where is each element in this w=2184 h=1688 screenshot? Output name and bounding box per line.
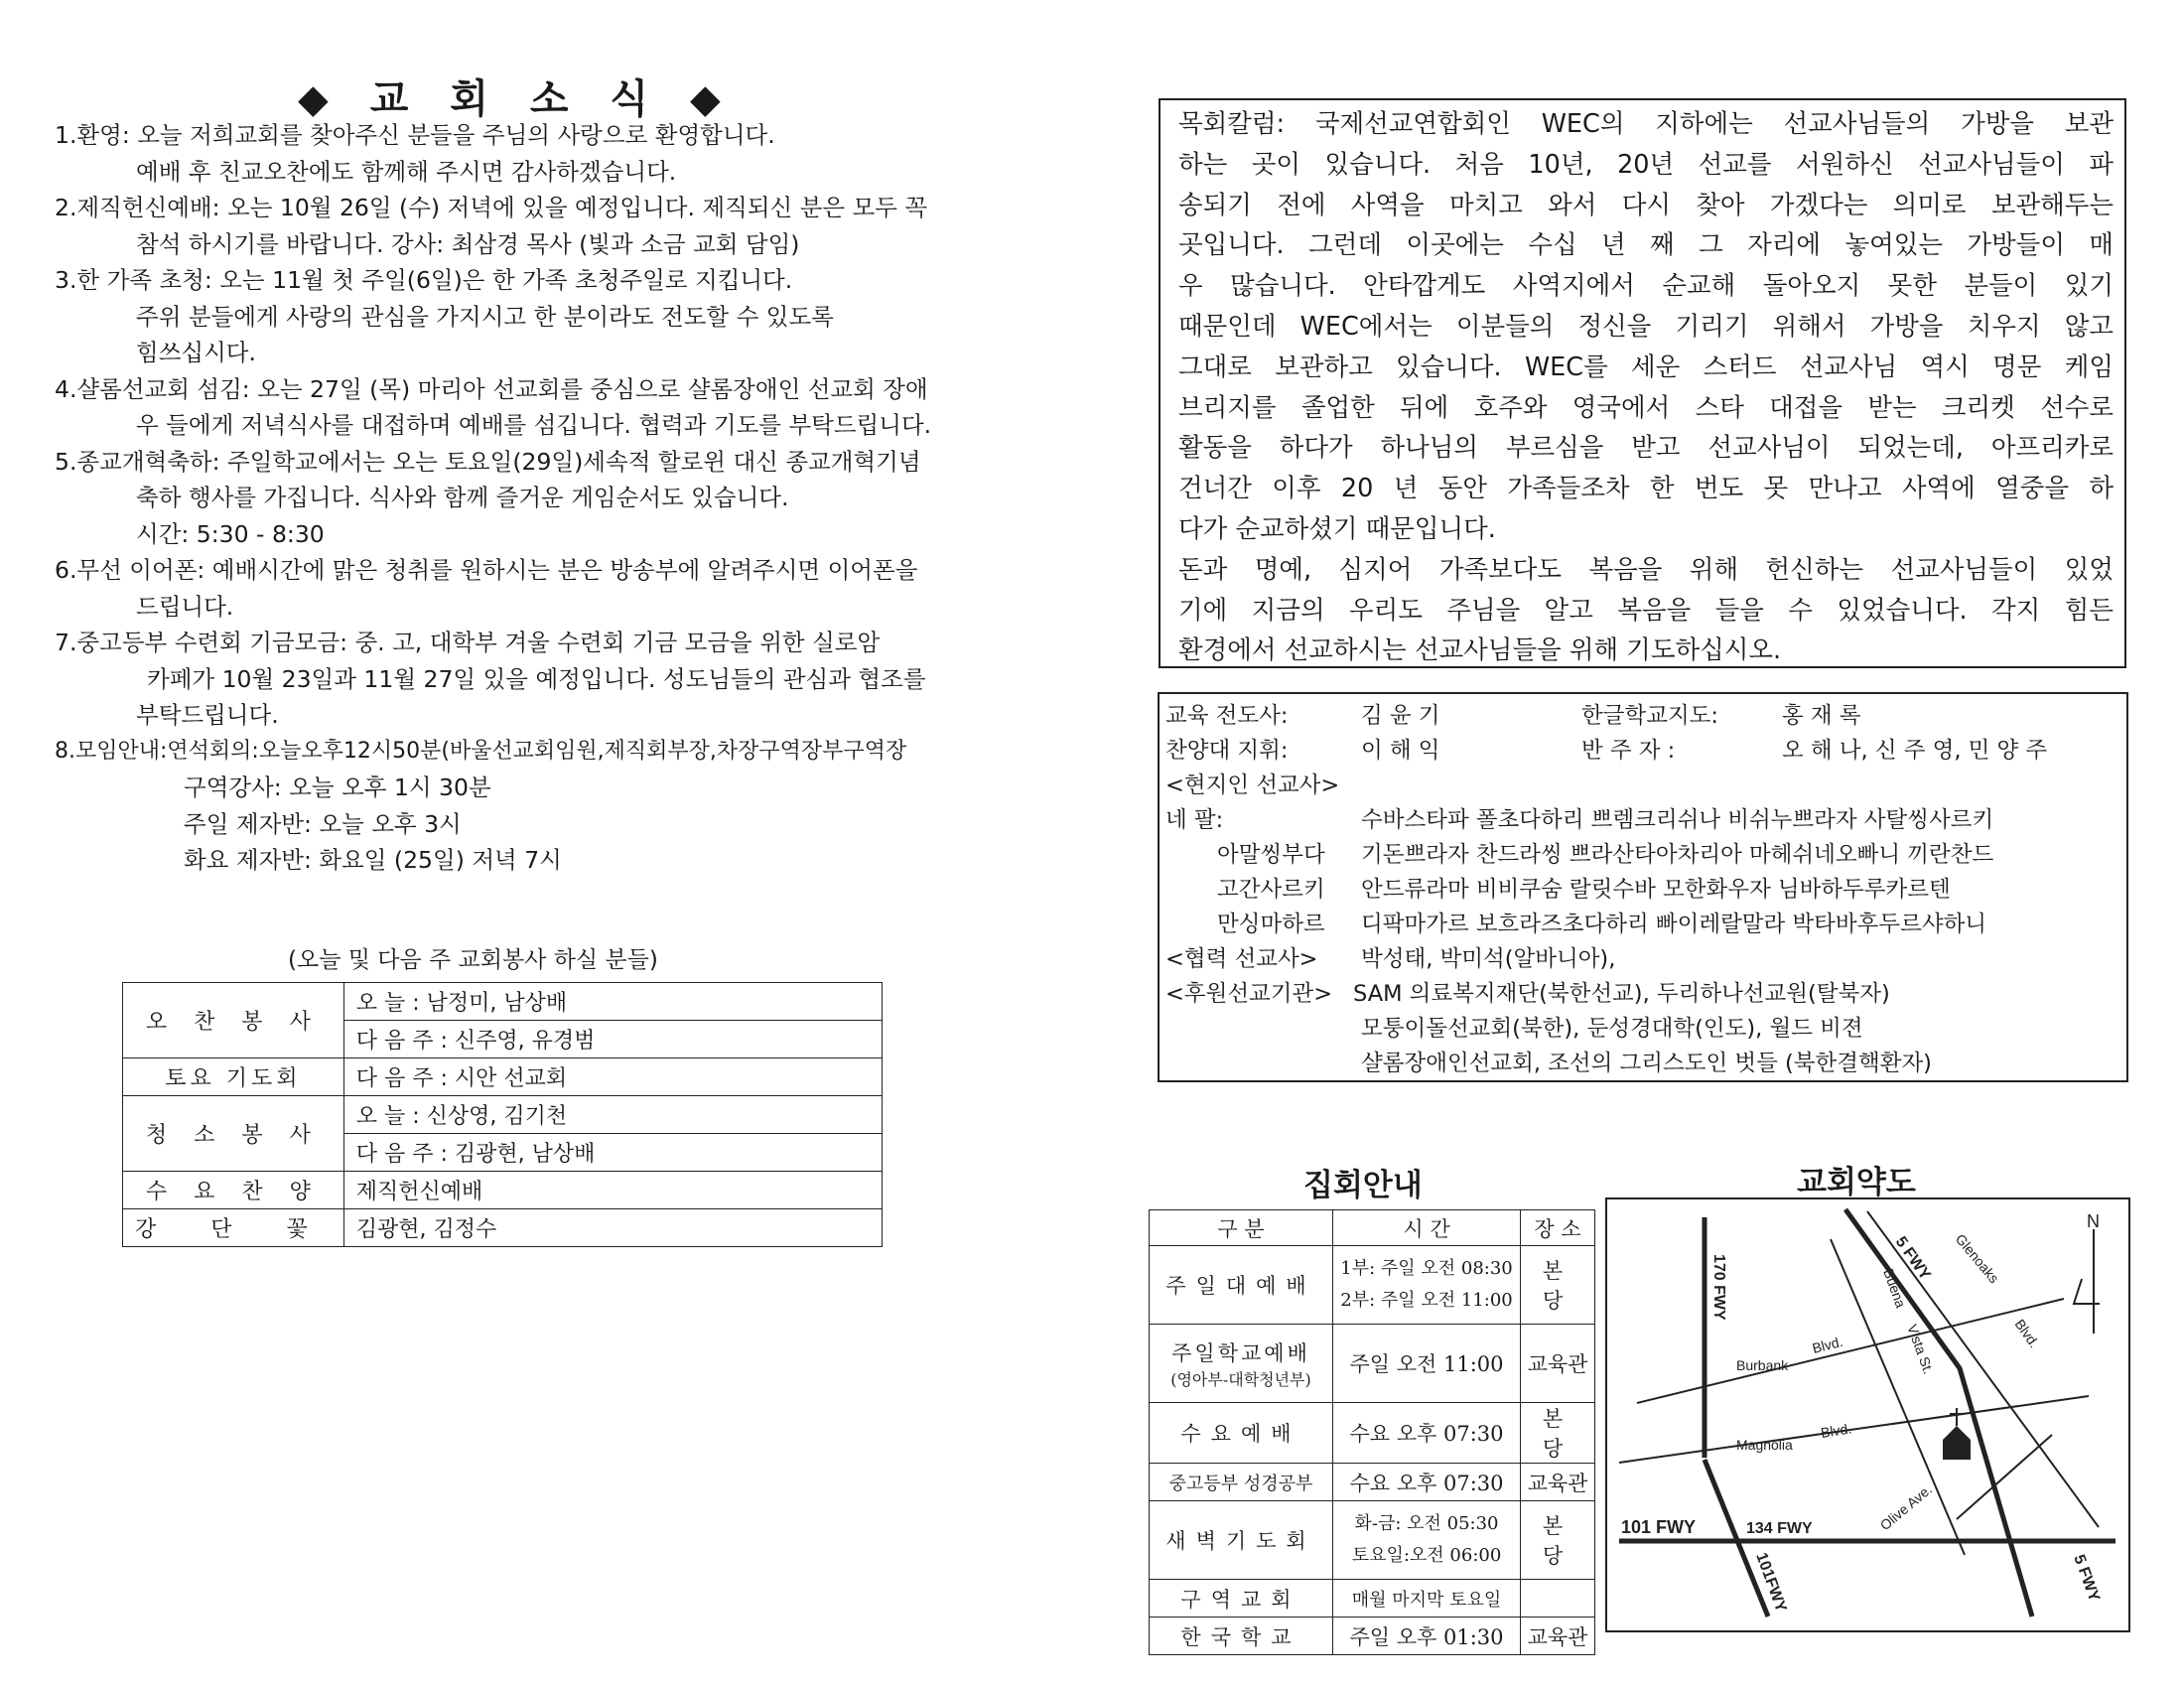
news-line: 2.제직헌신예배: 오는 10월 26일 (수) 저녁에 있을 예정입니다. 제직되신 분은 모두 꼭 xyxy=(55,194,928,221)
table-row xyxy=(1150,1403,1595,1464)
map-label: 5 FWY xyxy=(1891,1233,1934,1284)
meeting-table xyxy=(1149,1209,1595,1655)
column-header: 구 분 xyxy=(1150,1210,1333,1246)
meeting-time-line: 토요일:오전 06:00 xyxy=(1351,1545,1502,1566)
meeting-place: 교육관 xyxy=(1521,1325,1595,1403)
news-list xyxy=(55,117,1067,879)
map-label: Blvd. xyxy=(1819,1420,1853,1441)
missionary-name: 만싱마하르 xyxy=(1217,912,1325,937)
coop-label: <협력 선교사> xyxy=(1165,946,1318,972)
map-label: Blvd. xyxy=(2011,1316,2043,1351)
column-line: 환경에서 선교하시는 선교사님들을 위해 기도하십시오. xyxy=(1178,635,1782,666)
news-line: 힘쓰십시다. xyxy=(136,339,256,366)
table-header-row xyxy=(1150,1210,1595,1246)
accomp-names: 오 해 나, 신 주 영, 민 양 주 xyxy=(1782,738,2048,764)
table-row xyxy=(123,1058,883,1096)
news-line: 우 들에게 저녁식사를 대접하며 예배를 섬깁니다. 협력과 기도를 부탁드립니다. xyxy=(136,411,932,439)
news-line: 6.무선 이어폰: 예배시간에 맑은 청취를 원하시는 분은 방송부에 알려주시면 이어폰을 xyxy=(55,556,918,584)
missionary-names: 기돈쁘라자 찬드라씽 쁘라산타아차리아 마헤쉬네오빠니 끼란찬드 xyxy=(1361,842,1994,868)
choir-label: 찬양대 지휘: xyxy=(1165,738,1289,764)
table-row xyxy=(1150,1464,1595,1501)
meeting-title: 집회안내 xyxy=(1303,1168,1423,1203)
news-line: 주일 제자반: 오늘 오후 3시 xyxy=(184,809,462,838)
map-label: Buena xyxy=(1880,1266,1910,1311)
column-line: 건너간 이후 20 년 동안 가족들조차 한 번도 못 만나고 사역에 열중을 하 xyxy=(1178,474,2114,504)
table-row xyxy=(1150,1325,1595,1403)
support-org: 샬롬장애인선교회, 조선의 그리스도인 벗들 (북한결핵환자) xyxy=(1361,1051,1932,1076)
table-row xyxy=(123,1096,883,1134)
edu-label: 교육 전도사: xyxy=(1165,703,1289,729)
meeting-place: 교육관 xyxy=(1521,1618,1595,1655)
meeting-time xyxy=(1333,1501,1521,1580)
meeting-time xyxy=(1333,1246,1521,1325)
meeting-time-line: 1부: 주일 오전 08:30 xyxy=(1340,1258,1513,1279)
meeting-time: 매월 마지막 토요일 xyxy=(1333,1580,1521,1618)
hangul-label: 한글학교지도: xyxy=(1581,703,1718,729)
column-line: 목회칼럼: 국제선교연합회인 WEC의 지하에는 선교사님들의 가방을 보관 xyxy=(1178,109,2114,139)
lunch-today: 오 늘 : 남정미, 남상배 xyxy=(343,983,882,1021)
map-label: Glenoaks xyxy=(1952,1230,2002,1287)
meeting-name: 중고등부 성경공부 xyxy=(1150,1464,1333,1501)
column-line: 활동을 하다가 하나님의 부르심을 받고 선교사님이 되었는데, 아프리카로 xyxy=(1178,433,2114,464)
nepal-label: 네 팔: xyxy=(1165,807,1224,833)
news-line: 카페가 10월 23일과 11월 27일 있을 예정입니다. 성도님들의 관심과 협조를 xyxy=(147,664,926,693)
map-title: 교회약도 xyxy=(1797,1165,1916,1200)
meeting-subname: (영아부-대학청년부) xyxy=(1170,1369,1311,1389)
meeting-name: 구역교회 xyxy=(1150,1580,1333,1618)
magnolia-line xyxy=(1619,1396,2089,1463)
meeting-time: 수요 오후 07:30 xyxy=(1333,1464,1521,1501)
news-line: 부탁드립니다. xyxy=(136,701,279,729)
lunch-label: 오 찬 봉 사 xyxy=(123,983,344,1058)
support-org: 모퉁이돌선교회(북한), 둔성경대학(인도), 월드 비젼 xyxy=(1361,1016,1863,1042)
cleaning-today: 오 늘 : 신상영, 김기천 xyxy=(343,1096,882,1134)
column-header: 시 간 xyxy=(1333,1210,1521,1246)
table-row xyxy=(123,983,883,1021)
meeting-place: 교육관 xyxy=(1521,1464,1595,1501)
burbank-line xyxy=(1637,1299,2064,1403)
news-line: 참석 하시기를 바랍니다. 강사: 최삼경 목사 (빛과 소금 교회 담임) xyxy=(136,229,800,258)
news-line: 8.모임안내:연석회의:오늘오후12시50분(바울선교회임원,제직회부장,차장구역장부구역장 xyxy=(55,738,907,764)
table-row xyxy=(1150,1618,1595,1655)
accomp-label: 반 주 자 : xyxy=(1581,738,1676,764)
map-label: 101 FWY xyxy=(1621,1517,1697,1537)
cleaning-label: 청 소 봉 사 xyxy=(123,1096,344,1172)
staff-box xyxy=(1158,692,2128,1082)
table-row xyxy=(1150,1246,1595,1325)
news-line: 화요 제자반: 화요일 (25일) 저녁 7시 xyxy=(184,846,562,874)
meeting-name: 새벽기도회 xyxy=(1150,1501,1333,1580)
pastor-column-box xyxy=(1159,98,2126,668)
meeting-place: 본 당 xyxy=(1521,1501,1595,1580)
support-org: SAM 의료복지재단(북한선교), 두리하나선교원(탈북자) xyxy=(1353,981,1890,1007)
news-line: 3.한 가족 초청: 오는 11월 첫 주일(6일)은 한 가족 초청주일로 지킵니다. xyxy=(55,266,793,294)
wednesday-praise-label: 수 요 찬 양 xyxy=(123,1172,344,1209)
map-label: N xyxy=(2087,1211,2100,1231)
meeting-time-line: 2부: 주일 오전 11:00 xyxy=(1340,1290,1513,1311)
meeting-place xyxy=(1521,1580,1595,1618)
map-label: 170 FWY xyxy=(1710,1254,1727,1321)
column-line: 송되기 전에 사역을 마치고 와서 다시 찾아 가겠다는 의미로 보관해두는 xyxy=(1178,190,2114,220)
column-line: 돈과 명예, 심지어 가족보다도 복음을 위해 헌신하는 선교사님들이 있었 xyxy=(1178,554,2114,585)
lunch-next: 다 음 주 : 신주영, 유경범 xyxy=(343,1021,882,1058)
map-label: Burbank xyxy=(1736,1357,1789,1373)
column-line: 기에 지금의 우리도 주님을 알고 복음을 들을 수 있었습니다. 각지 힘든 xyxy=(1178,595,2114,626)
local-missionary-header: <현지인 선교사> xyxy=(1165,773,1340,798)
church-map xyxy=(1605,1197,2130,1632)
service-caption: (오늘 및 다음 주 교회봉사 하실 분들) xyxy=(288,947,658,973)
table-row xyxy=(123,1172,883,1209)
meeting-place: 본 당 xyxy=(1521,1246,1595,1325)
news-line: 구역강사: 오늘 오후 1시 30분 xyxy=(184,774,491,801)
altar-flower-label: 강 단 꽃 xyxy=(123,1209,344,1247)
fwy-5-line xyxy=(1845,1209,2032,1617)
altar-flower-value: 김광현, 김정수 xyxy=(343,1209,882,1247)
table-row xyxy=(123,1209,883,1247)
table-row xyxy=(1150,1580,1595,1618)
news-line: 4.샬롬선교회 섬김: 오는 27일 (목) 마리아 선교회를 중심으로 샬롬장애인 선교회 장애 xyxy=(55,374,928,403)
support-label: <후원선교기관> xyxy=(1165,981,1333,1007)
missionary-name: 고간사르키 xyxy=(1217,877,1325,903)
column-line: 다가 순교하셨기 때문입니다. xyxy=(1178,513,1496,544)
cleaning-next: 다 음 주 : 김광현, 남상배 xyxy=(343,1134,882,1172)
news-line: 시간: 5:30 - 8:30 xyxy=(136,519,325,548)
meeting-time: 주일 오전 11:00 xyxy=(1333,1325,1521,1403)
saturday-prayer-next: 다 음 주 : 시안 선교회 xyxy=(343,1058,882,1096)
olive-line xyxy=(1957,1435,2052,1519)
wednesday-praise-value: 제직헌신예배 xyxy=(343,1172,882,1209)
column-line: 브리지를 졸업한 뒤에 호주와 영국에서 스타 대접을 받는 크리켓 선수로 xyxy=(1178,392,2114,423)
meeting-name: 한국학교 xyxy=(1150,1618,1333,1655)
missionary-names: 안드류라마 비비쿠숨 랄릿수바 모한화우자 님바하두루카르텐 xyxy=(1361,877,1951,903)
meeting-name: 수요예배 xyxy=(1150,1403,1333,1464)
coop-names: 박성태, 박미석(알바니아), xyxy=(1361,946,1616,972)
column-line: 하는 곳이 있습니다. 처음 10년, 20년 선교를 서원하신 선교사님들이 파 xyxy=(1178,149,2114,180)
nepal-names: 수바스타파 폴초다하리 쁘렘크리쉬나 비쉬누쁘라자 사탈씽사르키 xyxy=(1361,807,1994,833)
missionary-name: 아말씽부다 xyxy=(1217,842,1325,868)
column-line: 그대로 보관하고 있습니다. WEC를 세운 스터드 선교사님 역시 명문 케임 xyxy=(1178,352,2114,382)
meeting-name-cell xyxy=(1150,1325,1333,1403)
map-label: Magnolia xyxy=(1736,1437,1793,1453)
meeting-place: 본 당 xyxy=(1521,1403,1595,1464)
hangul-name: 홍 재 록 xyxy=(1782,703,1861,729)
news-line: 드립니다. xyxy=(136,592,234,621)
map-label: Olive Ave. xyxy=(1876,1480,1936,1534)
service-table xyxy=(122,982,883,1247)
news-line: 7.중고등부 수련회 기금모금: 중. 고, 대학부 겨울 수련회 기금 모금을 위한 실로암 xyxy=(55,629,881,656)
map-label: Blvd. xyxy=(1810,1333,1844,1356)
edu-name: 김 윤 기 xyxy=(1361,703,1440,729)
meeting-time: 주일 오후 01:30 xyxy=(1333,1618,1521,1655)
saturday-prayer-label: 토요 기도회 xyxy=(123,1058,344,1096)
meeting-name: 주일학교예배 xyxy=(1171,1340,1310,1365)
column-header: 장 소 xyxy=(1521,1210,1595,1246)
column-line: 때문인데 WEC에서는 이분들의 정신을 기리기 위해서 가방을 치우지 않고 xyxy=(1178,311,2114,342)
news-title: ◆ 교 회 소 식 ◆ xyxy=(298,76,735,122)
news-line: 1.환영: 오늘 저희교회를 찾아주신 분들을 주님의 사랑으로 환영합니다. xyxy=(55,121,775,149)
news-line: 주위 분들에게 사랑의 관심을 가지시고 한 분이라도 전도할 수 있도록 xyxy=(136,302,834,331)
fwy-101-line xyxy=(1705,1460,1768,1617)
news-line: 예배 후 친교오찬에도 함께해 주시면 감사하겠습니다. xyxy=(136,157,677,186)
table-row xyxy=(1150,1501,1595,1580)
column-line: 곳입니다. 그런데 이곳에는 수십 년 째 그 자리에 놓여있는 가방들이 매 xyxy=(1178,230,2114,261)
map-label: Vista St. xyxy=(1904,1322,1937,1376)
north-arrow-icon xyxy=(2074,1279,2100,1304)
meeting-name: 주일대예배 xyxy=(1150,1246,1333,1325)
news-line: 축하 행사를 가집니다. 식사와 함께 즐거운 게임순서도 있습니다. xyxy=(136,484,789,511)
news-line: 5.종교개혁축하: 주일학교에서는 오는 토요일(29일)세속적 할로윈 대신 종교개혁기념 xyxy=(55,447,921,476)
map-label: 101FWY xyxy=(1752,1550,1790,1615)
map-drawing xyxy=(1607,1199,2128,1630)
column-line: 우 많습니다. 안타깝게도 사역지에서 순교해 돌아오지 못한 분들이 있기 xyxy=(1178,271,2114,302)
choir-name: 이 해 익 xyxy=(1361,738,1440,764)
pastor-column-text xyxy=(1178,104,2114,671)
map-label: 5 FWY xyxy=(2070,1552,2103,1605)
meeting-time-line: 화-금: 오전 05:30 xyxy=(1354,1513,1499,1534)
map-label: 134 FWY xyxy=(1746,1520,1813,1537)
meeting-time: 수요 오후 07:30 xyxy=(1333,1403,1521,1464)
missionary-names: 디팍마가르 보흐라즈초다하리 빠이레랄말라 박타바후두르샤하니 xyxy=(1361,912,1987,937)
